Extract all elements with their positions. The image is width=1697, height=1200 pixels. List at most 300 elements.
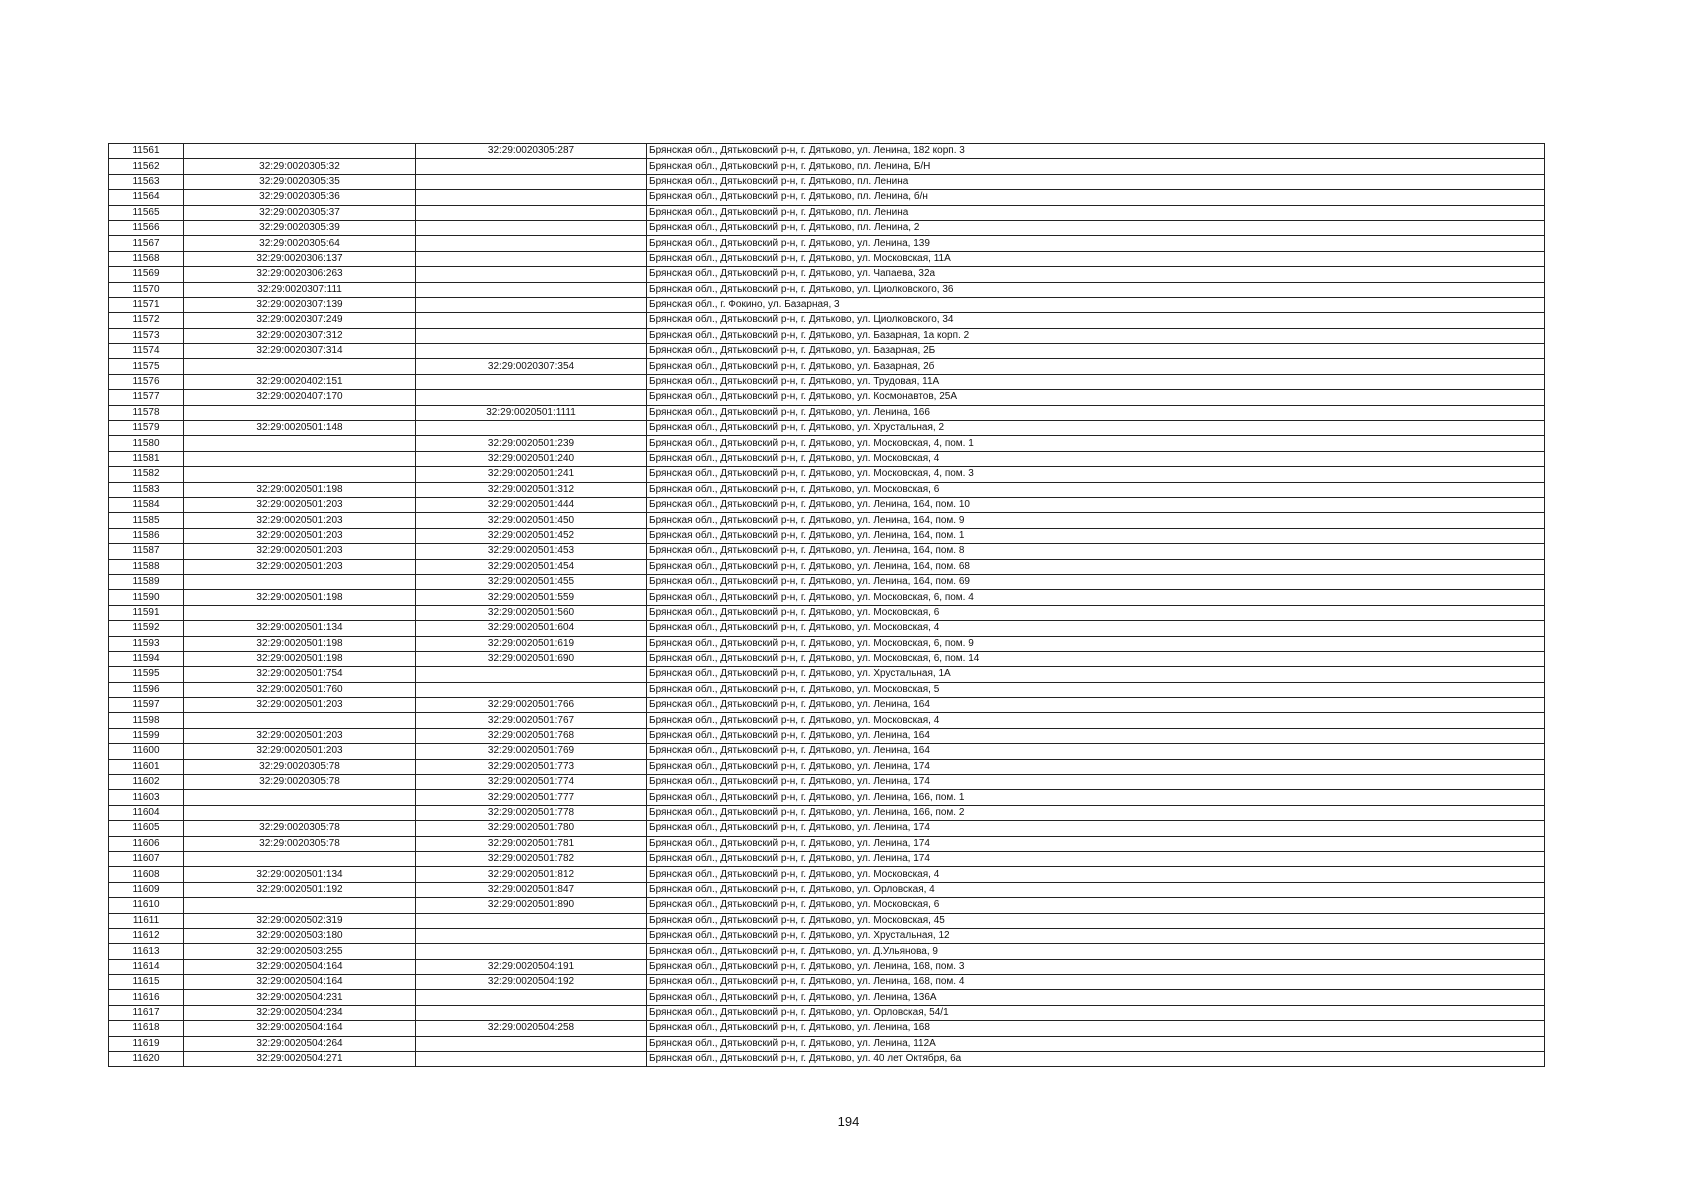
address-cell: Брянская обл., Дятьковский р-н, г. Дятьково, ул. Московская, 5 (647, 682, 1545, 697)
object-cadastral-number-cell (416, 328, 647, 343)
table-row (109, 867, 1545, 882)
object-cadastral-number-cell: 32:29:0020501:604 (416, 621, 647, 636)
table-row (109, 374, 1545, 389)
cadastral-number-cell: 32:29:0020501:198 (184, 651, 416, 666)
table-row (109, 621, 1545, 636)
cadastral-number-cell (184, 359, 416, 374)
cadastral-number-cell: 32:29:0020501:198 (184, 590, 416, 605)
address-cell: Брянская обл., Дятьковский р-н, г. Дятьково, пл. Ленина, Б/Н (647, 159, 1545, 174)
cadastral-number-cell (184, 144, 416, 159)
registry-table-body (109, 144, 1545, 1067)
cadastral-number-cell: 32:29:0020305:78 (184, 836, 416, 851)
table-row (109, 559, 1545, 574)
cadastral-number-cell: 32:29:0020305:39 (184, 220, 416, 235)
object-cadastral-number-cell: 32:29:0020504:192 (416, 975, 647, 990)
object-cadastral-number-cell: 32:29:0020501:453 (416, 544, 647, 559)
address-cell: Брянская обл., Дятьковский р-н, г. Дятьково, ул. Ленина, 139 (647, 236, 1545, 251)
table-row (109, 421, 1545, 436)
row-number-cell: 11590 (109, 590, 184, 605)
row-number-cell: 11609 (109, 882, 184, 897)
address-cell: Брянская обл., Дятьковский р-н, г. Дятьково, ул. Ленина, 174 (647, 821, 1545, 836)
row-number-cell: 11585 (109, 513, 184, 528)
table-row (109, 775, 1545, 790)
object-cadastral-number-cell (416, 944, 647, 959)
address-cell: Брянская обл., Дятьковский р-н, г. Дятьково, ул. Ленина, 164 (647, 698, 1545, 713)
table-row (109, 698, 1545, 713)
table-row (109, 790, 1545, 805)
cadastral-number-cell: 32:29:0020501:134 (184, 621, 416, 636)
table-row (109, 328, 1545, 343)
row-number-cell: 11578 (109, 405, 184, 420)
cadastral-number-cell: 32:29:0020501:203 (184, 513, 416, 528)
object-cadastral-number-cell: 32:29:0020501:890 (416, 898, 647, 913)
cadastral-number-cell: 32:29:0020305:78 (184, 775, 416, 790)
table-row (109, 1036, 1545, 1051)
object-cadastral-number-cell (416, 667, 647, 682)
address-cell: Брянская обл., Дятьковский р-н, г. Дятьково, ул. Ленина, 164, пом. 10 (647, 497, 1545, 512)
address-cell: Брянская обл., Дятьковский р-н, г. Дятьково, ул. Ленина, 164, пом. 8 (647, 544, 1545, 559)
address-cell: Брянская обл., Дятьковский р-н, г. Дятьково, ул. Ленина, 168, пом. 3 (647, 959, 1545, 974)
address-cell: Брянская обл., Дятьковский р-н, г. Дятьково, пл. Ленина, б/н (647, 190, 1545, 205)
object-cadastral-number-cell (416, 236, 647, 251)
object-cadastral-number-cell (416, 297, 647, 312)
table-row (109, 436, 1545, 451)
cadastral-number-cell: 32:29:0020307:314 (184, 344, 416, 359)
table-row (109, 467, 1545, 482)
table-row (109, 913, 1545, 928)
object-cadastral-number-cell: 32:29:0020501:774 (416, 775, 647, 790)
row-number-cell: 11567 (109, 236, 184, 251)
address-cell: Брянская обл., Дятьковский р-н, г. Дятьково, ул. Ленина, 164 (647, 728, 1545, 743)
address-cell: Брянская обл., Дятьковский р-н, г. Дятьково, ул. Московская, 4 (647, 451, 1545, 466)
address-cell: Брянская обл., Дятьковский р-н, г. Дятьково, ул. Ленина, 164, пом. 68 (647, 559, 1545, 574)
row-number-cell: 11615 (109, 975, 184, 990)
table-row (109, 836, 1545, 851)
row-number-cell: 11593 (109, 636, 184, 651)
object-cadastral-number-cell: 32:29:0020501:560 (416, 605, 647, 620)
row-number-cell: 11611 (109, 913, 184, 928)
object-cadastral-number-cell (416, 220, 647, 235)
table-row (109, 267, 1545, 282)
object-cadastral-number-cell (416, 1005, 647, 1020)
cadastral-number-cell (184, 898, 416, 913)
table-row (109, 605, 1545, 620)
table-row (109, 574, 1545, 589)
address-cell: Брянская обл., Дятьковский р-н, г. Дятьково, ул. Ленина, 112А (647, 1036, 1545, 1051)
table-row (109, 390, 1545, 405)
address-cell: Брянская обл., Дятьковский р-н, г. Дятьково, ул. Ленина, 166, пом. 2 (647, 805, 1545, 820)
address-cell: Брянская обл., Дятьковский р-н, г. Дятьково, ул. Московская, 4, пом. 3 (647, 467, 1545, 482)
cadastral-number-cell: 32:29:0020307:312 (184, 328, 416, 343)
cadastral-number-cell: 32:29:0020504:264 (184, 1036, 416, 1051)
row-number-cell: 11599 (109, 728, 184, 743)
cadastral-number-cell: 32:29:0020504:164 (184, 975, 416, 990)
table-row (109, 405, 1545, 420)
cadastral-number-cell: 32:29:0020307:249 (184, 313, 416, 328)
address-cell: Брянская обл., Дятьковский р-н, г. Дятьково, ул. Ленина, 174 (647, 836, 1545, 851)
address-cell: Брянская обл., Дятьковский р-н, г. Дятьково, ул. Московская, 4 (647, 867, 1545, 882)
row-number-cell: 11583 (109, 482, 184, 497)
cadastral-number-cell: 32:29:0020501:203 (184, 497, 416, 512)
cadastral-number-cell: 32:29:0020306:263 (184, 267, 416, 282)
row-number-cell: 11568 (109, 251, 184, 266)
row-number-cell: 11574 (109, 344, 184, 359)
address-cell: Брянская обл., Дятьковский р-н, г. Дятьково, пл. Ленина, 2 (647, 220, 1545, 235)
cadastral-number-cell: 32:29:0020305:78 (184, 759, 416, 774)
cadastral-number-cell: 32:29:0020501:203 (184, 544, 416, 559)
cadastral-number-cell: 32:29:0020504:164 (184, 959, 416, 974)
object-cadastral-number-cell (416, 1036, 647, 1051)
table-row (109, 851, 1545, 866)
row-number-cell: 11612 (109, 928, 184, 943)
row-number-cell: 11586 (109, 528, 184, 543)
cadastral-number-cell: 32:29:0020307:139 (184, 297, 416, 312)
cadastral-number-cell: 32:29:0020501:148 (184, 421, 416, 436)
address-cell: Брянская обл., Дятьковский р-н, г. Дятьково, ул. Ленина, 164, пом. 69 (647, 574, 1545, 589)
address-cell: Брянская обл., Дятьковский р-н, г. Дятьково, ул. Хрустальная, 2 (647, 421, 1545, 436)
table-row (109, 959, 1545, 974)
table-row (109, 1005, 1545, 1020)
table-row (109, 667, 1545, 682)
row-number-cell: 11571 (109, 297, 184, 312)
address-cell: Брянская обл., Дятьковский р-н, г. Дятьково, ул. Хрустальная, 12 (647, 928, 1545, 943)
table-row (109, 744, 1545, 759)
row-number-cell: 11570 (109, 282, 184, 297)
table-row (109, 220, 1545, 235)
address-cell: Брянская обл., Дятьковский р-н, г. Дятьково, ул. Ленина, 136А (647, 990, 1545, 1005)
table-row (109, 313, 1545, 328)
object-cadastral-number-cell (416, 313, 647, 328)
object-cadastral-number-cell: 32:29:0020501:778 (416, 805, 647, 820)
row-number-cell: 11587 (109, 544, 184, 559)
object-cadastral-number-cell: 32:29:0020501:782 (416, 851, 647, 866)
row-number-cell: 11563 (109, 174, 184, 189)
object-cadastral-number-cell: 32:29:0020501:690 (416, 651, 647, 666)
row-number-cell: 11600 (109, 744, 184, 759)
cadastral-number-cell: 32:29:0020305:32 (184, 159, 416, 174)
cadastral-number-cell: 32:29:0020305:64 (184, 236, 416, 251)
address-cell: Брянская обл., Дятьковский р-н, г. Дятьково, ул. Ленина, 164, пом. 1 (647, 528, 1545, 543)
object-cadastral-number-cell: 32:29:0020305:287 (416, 144, 647, 159)
cadastral-number-cell: 32:29:0020502:319 (184, 913, 416, 928)
address-cell: Брянская обл., Дятьковский р-н, г. Дятьково, ул. Московская, 6, пом. 14 (647, 651, 1545, 666)
row-number-cell: 11601 (109, 759, 184, 774)
object-cadastral-number-cell (416, 267, 647, 282)
address-cell: Брянская обл., Дятьковский р-н, г. Дятьково, ул. Московская, 11А (647, 251, 1545, 266)
table-row (109, 159, 1545, 174)
table-row (109, 882, 1545, 897)
row-number-cell: 11618 (109, 1021, 184, 1036)
object-cadastral-number-cell: 32:29:0020504:258 (416, 1021, 647, 1036)
row-number-cell: 11610 (109, 898, 184, 913)
cadastral-number-cell (184, 605, 416, 620)
row-number-cell: 11605 (109, 821, 184, 836)
object-cadastral-number-cell: 32:29:0020501:455 (416, 574, 647, 589)
table-row (109, 1021, 1545, 1036)
object-cadastral-number-cell: 32:29:0020501:312 (416, 482, 647, 497)
object-cadastral-number-cell: 32:29:0020501:768 (416, 728, 647, 743)
table-row (109, 282, 1545, 297)
address-cell: Брянская обл., Дятьковский р-н, г. Дятьково, ул. Ленина, 174 (647, 759, 1545, 774)
object-cadastral-number-cell: 32:29:0020501:240 (416, 451, 647, 466)
address-cell: Брянская обл., Дятьковский р-н, г. Дятьково, ул. Ленина, 174 (647, 851, 1545, 866)
address-cell: Брянская обл., Дятьковский р-н, г. Дятьково, ул. 40 лет Октября, 6а (647, 1052, 1545, 1067)
cadastral-number-cell (184, 851, 416, 866)
object-cadastral-number-cell (416, 344, 647, 359)
object-cadastral-number-cell: 32:29:0020501:767 (416, 713, 647, 728)
row-number-cell: 11561 (109, 144, 184, 159)
table-row (109, 344, 1545, 359)
address-cell: Брянская обл., Дятьковский р-н, г. Дятьково, ул. Базарная, 2Б (647, 344, 1545, 359)
cadastral-number-cell: 32:29:0020504:164 (184, 1021, 416, 1036)
object-cadastral-number-cell: 32:29:0020501:619 (416, 636, 647, 651)
table-row (109, 513, 1545, 528)
row-number-cell: 11582 (109, 467, 184, 482)
table-row (109, 297, 1545, 312)
object-cadastral-number-cell (416, 205, 647, 220)
cadastral-number-cell: 32:29:0020306:137 (184, 251, 416, 266)
object-cadastral-number-cell: 32:29:0020504:191 (416, 959, 647, 974)
row-number-cell: 11603 (109, 790, 184, 805)
table-row (109, 482, 1545, 497)
cadastral-number-cell: 32:29:0020503:180 (184, 928, 416, 943)
cadastral-number-cell: 32:29:0020501:760 (184, 682, 416, 697)
object-cadastral-number-cell: 32:29:0020501:454 (416, 559, 647, 574)
table-row (109, 636, 1545, 651)
object-cadastral-number-cell: 32:29:0020501:847 (416, 882, 647, 897)
object-cadastral-number-cell (416, 913, 647, 928)
row-number-cell: 11580 (109, 436, 184, 451)
object-cadastral-number-cell (416, 390, 647, 405)
table-row (109, 497, 1545, 512)
row-number-cell: 11577 (109, 390, 184, 405)
row-number-cell: 11579 (109, 421, 184, 436)
object-cadastral-number-cell (416, 421, 647, 436)
registry-table (108, 143, 1545, 1067)
row-number-cell: 11620 (109, 1052, 184, 1067)
address-cell: Брянская обл., Дятьковский р-н, г. Дятьково, ул. Ленина, 174 (647, 775, 1545, 790)
row-number-cell: 11573 (109, 328, 184, 343)
object-cadastral-number-cell (416, 159, 647, 174)
address-cell: Брянская обл., Дятьковский р-н, г. Дятьково, ул. Д.Ульянова, 9 (647, 944, 1545, 959)
object-cadastral-number-cell: 32:29:0020501:559 (416, 590, 647, 605)
object-cadastral-number-cell: 32:29:0020501:241 (416, 467, 647, 482)
object-cadastral-number-cell (416, 990, 647, 1005)
table-row (109, 359, 1545, 374)
cadastral-number-cell: 32:29:0020501:198 (184, 636, 416, 651)
table-row (109, 1052, 1545, 1067)
table-row (109, 898, 1545, 913)
table-row (109, 759, 1545, 774)
cadastral-number-cell: 32:29:0020402:151 (184, 374, 416, 389)
address-cell: Брянская обл., Дятьковский р-н, г. Дятьково, ул. Московская, 6 (647, 482, 1545, 497)
address-cell: Брянская обл., Дятьковский р-н, г. Дятьково, ул. Ленина, 182 корп. 3 (647, 144, 1545, 159)
object-cadastral-number-cell (416, 928, 647, 943)
table-row (109, 236, 1545, 251)
object-cadastral-number-cell (416, 1052, 647, 1067)
address-cell: Брянская обл., г. Фокино, ул. Базарная, 3 (647, 297, 1545, 312)
table-row (109, 528, 1545, 543)
cadastral-number-cell: 32:29:0020501:198 (184, 482, 416, 497)
row-number-cell: 11595 (109, 667, 184, 682)
address-cell: Брянская обл., Дятьковский р-н, г. Дятьково, пл. Ленина (647, 205, 1545, 220)
cadastral-number-cell: 32:29:0020407:170 (184, 390, 416, 405)
row-number-cell: 11619 (109, 1036, 184, 1051)
object-cadastral-number-cell: 32:29:0020501:769 (416, 744, 647, 759)
cadastral-number-cell: 32:29:0020501:134 (184, 867, 416, 882)
object-cadastral-number-cell: 32:29:0020501:812 (416, 867, 647, 882)
cadastral-number-cell: 32:29:0020501:203 (184, 559, 416, 574)
cadastral-number-cell: 32:29:0020501:203 (184, 698, 416, 713)
table-row (109, 544, 1545, 559)
object-cadastral-number-cell: 32:29:0020501:444 (416, 497, 647, 512)
address-cell: Брянская обл., Дятьковский р-н, г. Дятьково, ул. Московская, 6, пом. 4 (647, 590, 1545, 605)
address-cell: Брянская обл., Дятьковский р-н, г. Дятьково, ул. Ленина, 164 (647, 744, 1545, 759)
object-cadastral-number-cell (416, 282, 647, 297)
row-number-cell: 11608 (109, 867, 184, 882)
cadastral-number-cell: 32:29:0020501:192 (184, 882, 416, 897)
cadastral-number-cell: 32:29:0020305:35 (184, 174, 416, 189)
row-number-cell: 11604 (109, 805, 184, 820)
object-cadastral-number-cell: 32:29:0020501:1111 (416, 405, 647, 420)
row-number-cell: 11613 (109, 944, 184, 959)
table-row (109, 928, 1545, 943)
cadastral-number-cell: 32:29:0020503:255 (184, 944, 416, 959)
row-number-cell: 11575 (109, 359, 184, 374)
address-cell: Брянская обл., Дятьковский р-н, г. Дятьково, ул. Ленина, 168 (647, 1021, 1545, 1036)
object-cadastral-number-cell: 32:29:0020307:354 (416, 359, 647, 374)
row-number-cell: 11616 (109, 990, 184, 1005)
page-number: 194 (837, 1114, 860, 1129)
row-number-cell: 11581 (109, 451, 184, 466)
cadastral-number-cell: 32:29:0020307:111 (184, 282, 416, 297)
address-cell: Брянская обл., Дятьковский р-н, г. Дятьково, ул. Ленина, 166 (647, 405, 1545, 420)
address-cell: Брянская обл., Дятьковский р-н, г. Дятьково, ул. Московская, 6 (647, 898, 1545, 913)
address-cell: Брянская обл., Дятьковский р-н, г. Дятьково, ул. Московская, 4 (647, 713, 1545, 728)
table-row (109, 205, 1545, 220)
object-cadastral-number-cell: 32:29:0020501:239 (416, 436, 647, 451)
table-row (109, 728, 1545, 743)
table-row (109, 975, 1545, 990)
object-cadastral-number-cell: 32:29:0020501:773 (416, 759, 647, 774)
address-cell: Брянская обл., Дятьковский р-н, г. Дятьково, ул. Московская, 4, пом. 1 (647, 436, 1545, 451)
object-cadastral-number-cell: 32:29:0020501:777 (416, 790, 647, 805)
object-cadastral-number-cell (416, 174, 647, 189)
table-row (109, 144, 1545, 159)
object-cadastral-number-cell (416, 190, 647, 205)
table-row (109, 174, 1545, 189)
address-cell: Брянская обл., Дятьковский р-н, г. Дятьково, ул. Ленина, 168, пом. 4 (647, 975, 1545, 990)
address-cell: Брянская обл., Дятьковский р-н, г. Дятьково, ул. Чапаева, 32а (647, 267, 1545, 282)
address-cell: Брянская обл., Дятьковский р-н, г. Дятьково, пл. Ленина (647, 174, 1545, 189)
cadastral-number-cell (184, 713, 416, 728)
row-number-cell: 11614 (109, 959, 184, 974)
object-cadastral-number-cell (416, 374, 647, 389)
cadastral-number-cell (184, 790, 416, 805)
address-cell: Брянская обл., Дятьковский р-н, г. Дятьково, ул. Космонавтов, 25А (647, 390, 1545, 405)
row-number-cell: 11565 (109, 205, 184, 220)
address-cell: Брянская обл., Дятьковский р-н, г. Дятьково, ул. Циолковского, 34 (647, 313, 1545, 328)
cadastral-number-cell: 32:29:0020501:203 (184, 528, 416, 543)
object-cadastral-number-cell: 32:29:0020501:450 (416, 513, 647, 528)
row-number-cell: 11576 (109, 374, 184, 389)
address-cell: Брянская обл., Дятьковский р-н, г. Дятьково, ул. Ленина, 164, пом. 9 (647, 513, 1545, 528)
row-number-cell: 11588 (109, 559, 184, 574)
object-cadastral-number-cell: 32:29:0020501:780 (416, 821, 647, 836)
table-row (109, 821, 1545, 836)
address-cell: Брянская обл., Дятьковский р-н, г. Дятьково, ул. Хрустальная, 1А (647, 667, 1545, 682)
cadastral-number-cell (184, 467, 416, 482)
row-number-cell: 11564 (109, 190, 184, 205)
cadastral-number-cell (184, 574, 416, 589)
cadastral-number-cell: 32:29:0020501:203 (184, 728, 416, 743)
row-number-cell: 11589 (109, 574, 184, 589)
table-row (109, 682, 1545, 697)
table-row (109, 805, 1545, 820)
cadastral-number-cell (184, 405, 416, 420)
address-cell: Брянская обл., Дятьковский р-н, г. Дятьково, ул. Циолковского, 36 (647, 282, 1545, 297)
address-cell: Брянская обл., Дятьковский р-н, г. Дятьково, ул. Московская, 45 (647, 913, 1545, 928)
table-row (109, 190, 1545, 205)
object-cadastral-number-cell: 32:29:0020501:781 (416, 836, 647, 851)
address-cell: Брянская обл., Дятьковский р-н, г. Дятьково, ул. Московская, 4 (647, 621, 1545, 636)
row-number-cell: 11602 (109, 775, 184, 790)
row-number-cell: 11591 (109, 605, 184, 620)
table-row (109, 251, 1545, 266)
address-cell: Брянская обл., Дятьковский р-н, г. Дятьково, ул. Базарная, 1а корп. 2 (647, 328, 1545, 343)
object-cadastral-number-cell (416, 251, 647, 266)
row-number-cell: 11617 (109, 1005, 184, 1020)
table-row (109, 451, 1545, 466)
object-cadastral-number-cell (416, 682, 647, 697)
address-cell: Брянская обл., Дятьковский р-н, г. Дятьково, ул. Орловская, 54/1 (647, 1005, 1545, 1020)
cadastral-number-cell (184, 436, 416, 451)
object-cadastral-number-cell: 32:29:0020501:766 (416, 698, 647, 713)
table-row (109, 590, 1545, 605)
row-number-cell: 11584 (109, 497, 184, 512)
table-row (109, 713, 1545, 728)
address-cell: Брянская обл., Дятьковский р-н, г. Дятьково, ул. Базарная, 2б (647, 359, 1545, 374)
row-number-cell: 11592 (109, 621, 184, 636)
row-number-cell: 11569 (109, 267, 184, 282)
cadastral-number-cell: 32:29:0020305:37 (184, 205, 416, 220)
table-row (109, 651, 1545, 666)
object-cadastral-number-cell: 32:29:0020501:452 (416, 528, 647, 543)
table-row (109, 944, 1545, 959)
row-number-cell: 11562 (109, 159, 184, 174)
cadastral-number-cell (184, 451, 416, 466)
cadastral-number-cell (184, 805, 416, 820)
cadastral-number-cell: 32:29:0020504:271 (184, 1052, 416, 1067)
cadastral-number-cell: 32:29:0020504:231 (184, 990, 416, 1005)
table-row (109, 990, 1545, 1005)
cadastral-number-cell: 32:29:0020501:203 (184, 744, 416, 759)
row-number-cell: 11566 (109, 220, 184, 235)
row-number-cell: 11607 (109, 851, 184, 866)
address-cell: Брянская обл., Дятьковский р-н, г. Дятьково, ул. Трудовая, 11А (647, 374, 1545, 389)
address-cell: Брянская обл., Дятьковский р-н, г. Дятьково, ул. Московская, 6, пом. 9 (647, 636, 1545, 651)
cadastral-number-cell: 32:29:0020305:36 (184, 190, 416, 205)
row-number-cell: 11598 (109, 713, 184, 728)
address-cell: Брянская обл., Дятьковский р-н, г. Дятьково, ул. Орловская, 4 (647, 882, 1545, 897)
address-cell: Брянская обл., Дятьковский р-н, г. Дятьково, ул. Ленина, 166, пом. 1 (647, 790, 1545, 805)
row-number-cell: 11597 (109, 698, 184, 713)
cadastral-number-cell: 32:29:0020305:78 (184, 821, 416, 836)
row-number-cell: 11594 (109, 651, 184, 666)
row-number-cell: 11606 (109, 836, 184, 851)
cadastral-number-cell: 32:29:0020501:754 (184, 667, 416, 682)
row-number-cell: 11572 (109, 313, 184, 328)
